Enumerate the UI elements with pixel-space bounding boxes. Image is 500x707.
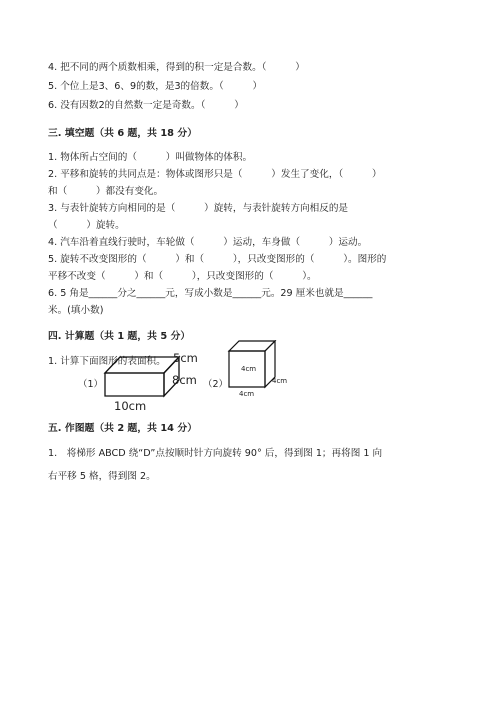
fill-line: 和（ ）都没有变化。 bbox=[48, 186, 164, 197]
fill-line: 2. 平移和旋转的共同点是：物体或图形只是（ ）发生了变化，（ ） bbox=[48, 169, 382, 180]
fill-line: 6. 5 角是______分之______元，写成小数是______元。29 厘米也就是______ bbox=[48, 288, 373, 299]
cuboid-height-label: 5cm bbox=[173, 351, 198, 365]
judge-item-5: 5. 个位上是3、6、9的数，是3的倍数。（ ） bbox=[48, 81, 263, 92]
figure-1-label: （1） bbox=[78, 379, 104, 390]
fill-section-heading: 三. 填空题（共 6 题，共 18 分） bbox=[48, 128, 197, 139]
cube-bottom-label: 4cm bbox=[239, 390, 255, 398]
draw-line: 1. 将梯形 ABCD 绕“D”点按顺时针方向旋转 90° 后，得到图 1；再将图 1 向 bbox=[48, 448, 383, 459]
fill-line: 平移不改变（ ）和（ ），只改变图形的（ ）。 bbox=[48, 271, 317, 282]
fill-line: 3. 与表针旋转方向相同的是（ ）旋转，与表针旋转方向相反的是 bbox=[48, 203, 349, 214]
fill-line: （ ）旋转。 bbox=[48, 220, 125, 231]
draw-section-heading: 五. 作图题（共 2 题，共 14 分） bbox=[48, 423, 197, 434]
calc-question: 1. 计算下面图形的表面积。 bbox=[48, 356, 166, 367]
surface-area-figures bbox=[0, 340, 500, 420]
judge-item-4: 4. 把不同的两个质数相乘，得到的积一定是合数。（ ） bbox=[48, 62, 305, 73]
fill-line: 4. 汽车沿着直线行驶时，车轮做（ ）运动，车身做（ ）运动。 bbox=[48, 237, 368, 248]
cuboid-width-label: 8cm bbox=[172, 373, 197, 387]
fill-line: 米。(填小数) bbox=[48, 305, 104, 316]
draw-line: 右平移 5 格，得到图 2。 bbox=[48, 471, 156, 482]
fill-line: 5. 旋转不改变图形的（ ）和（ ），只改变图形的（ ）。图形的 bbox=[48, 254, 387, 265]
cube-figure bbox=[229, 341, 275, 387]
figure-2-label: （2） bbox=[203, 379, 229, 390]
judge-item-6: 6. 没有因数2的自然数一定是奇数。（ ） bbox=[48, 100, 244, 111]
cube-front-label: 4cm bbox=[241, 365, 257, 373]
cuboid-figure bbox=[105, 357, 179, 396]
calc-section-heading: 四. 计算题（共 1 题，共 5 分） bbox=[48, 331, 191, 342]
fill-line: 1. 物体所占空间的（ ）叫做物体的体积。 bbox=[48, 152, 253, 163]
cuboid-length-label: 10cm bbox=[114, 399, 147, 413]
cube-side-label: 4cm bbox=[272, 377, 288, 385]
